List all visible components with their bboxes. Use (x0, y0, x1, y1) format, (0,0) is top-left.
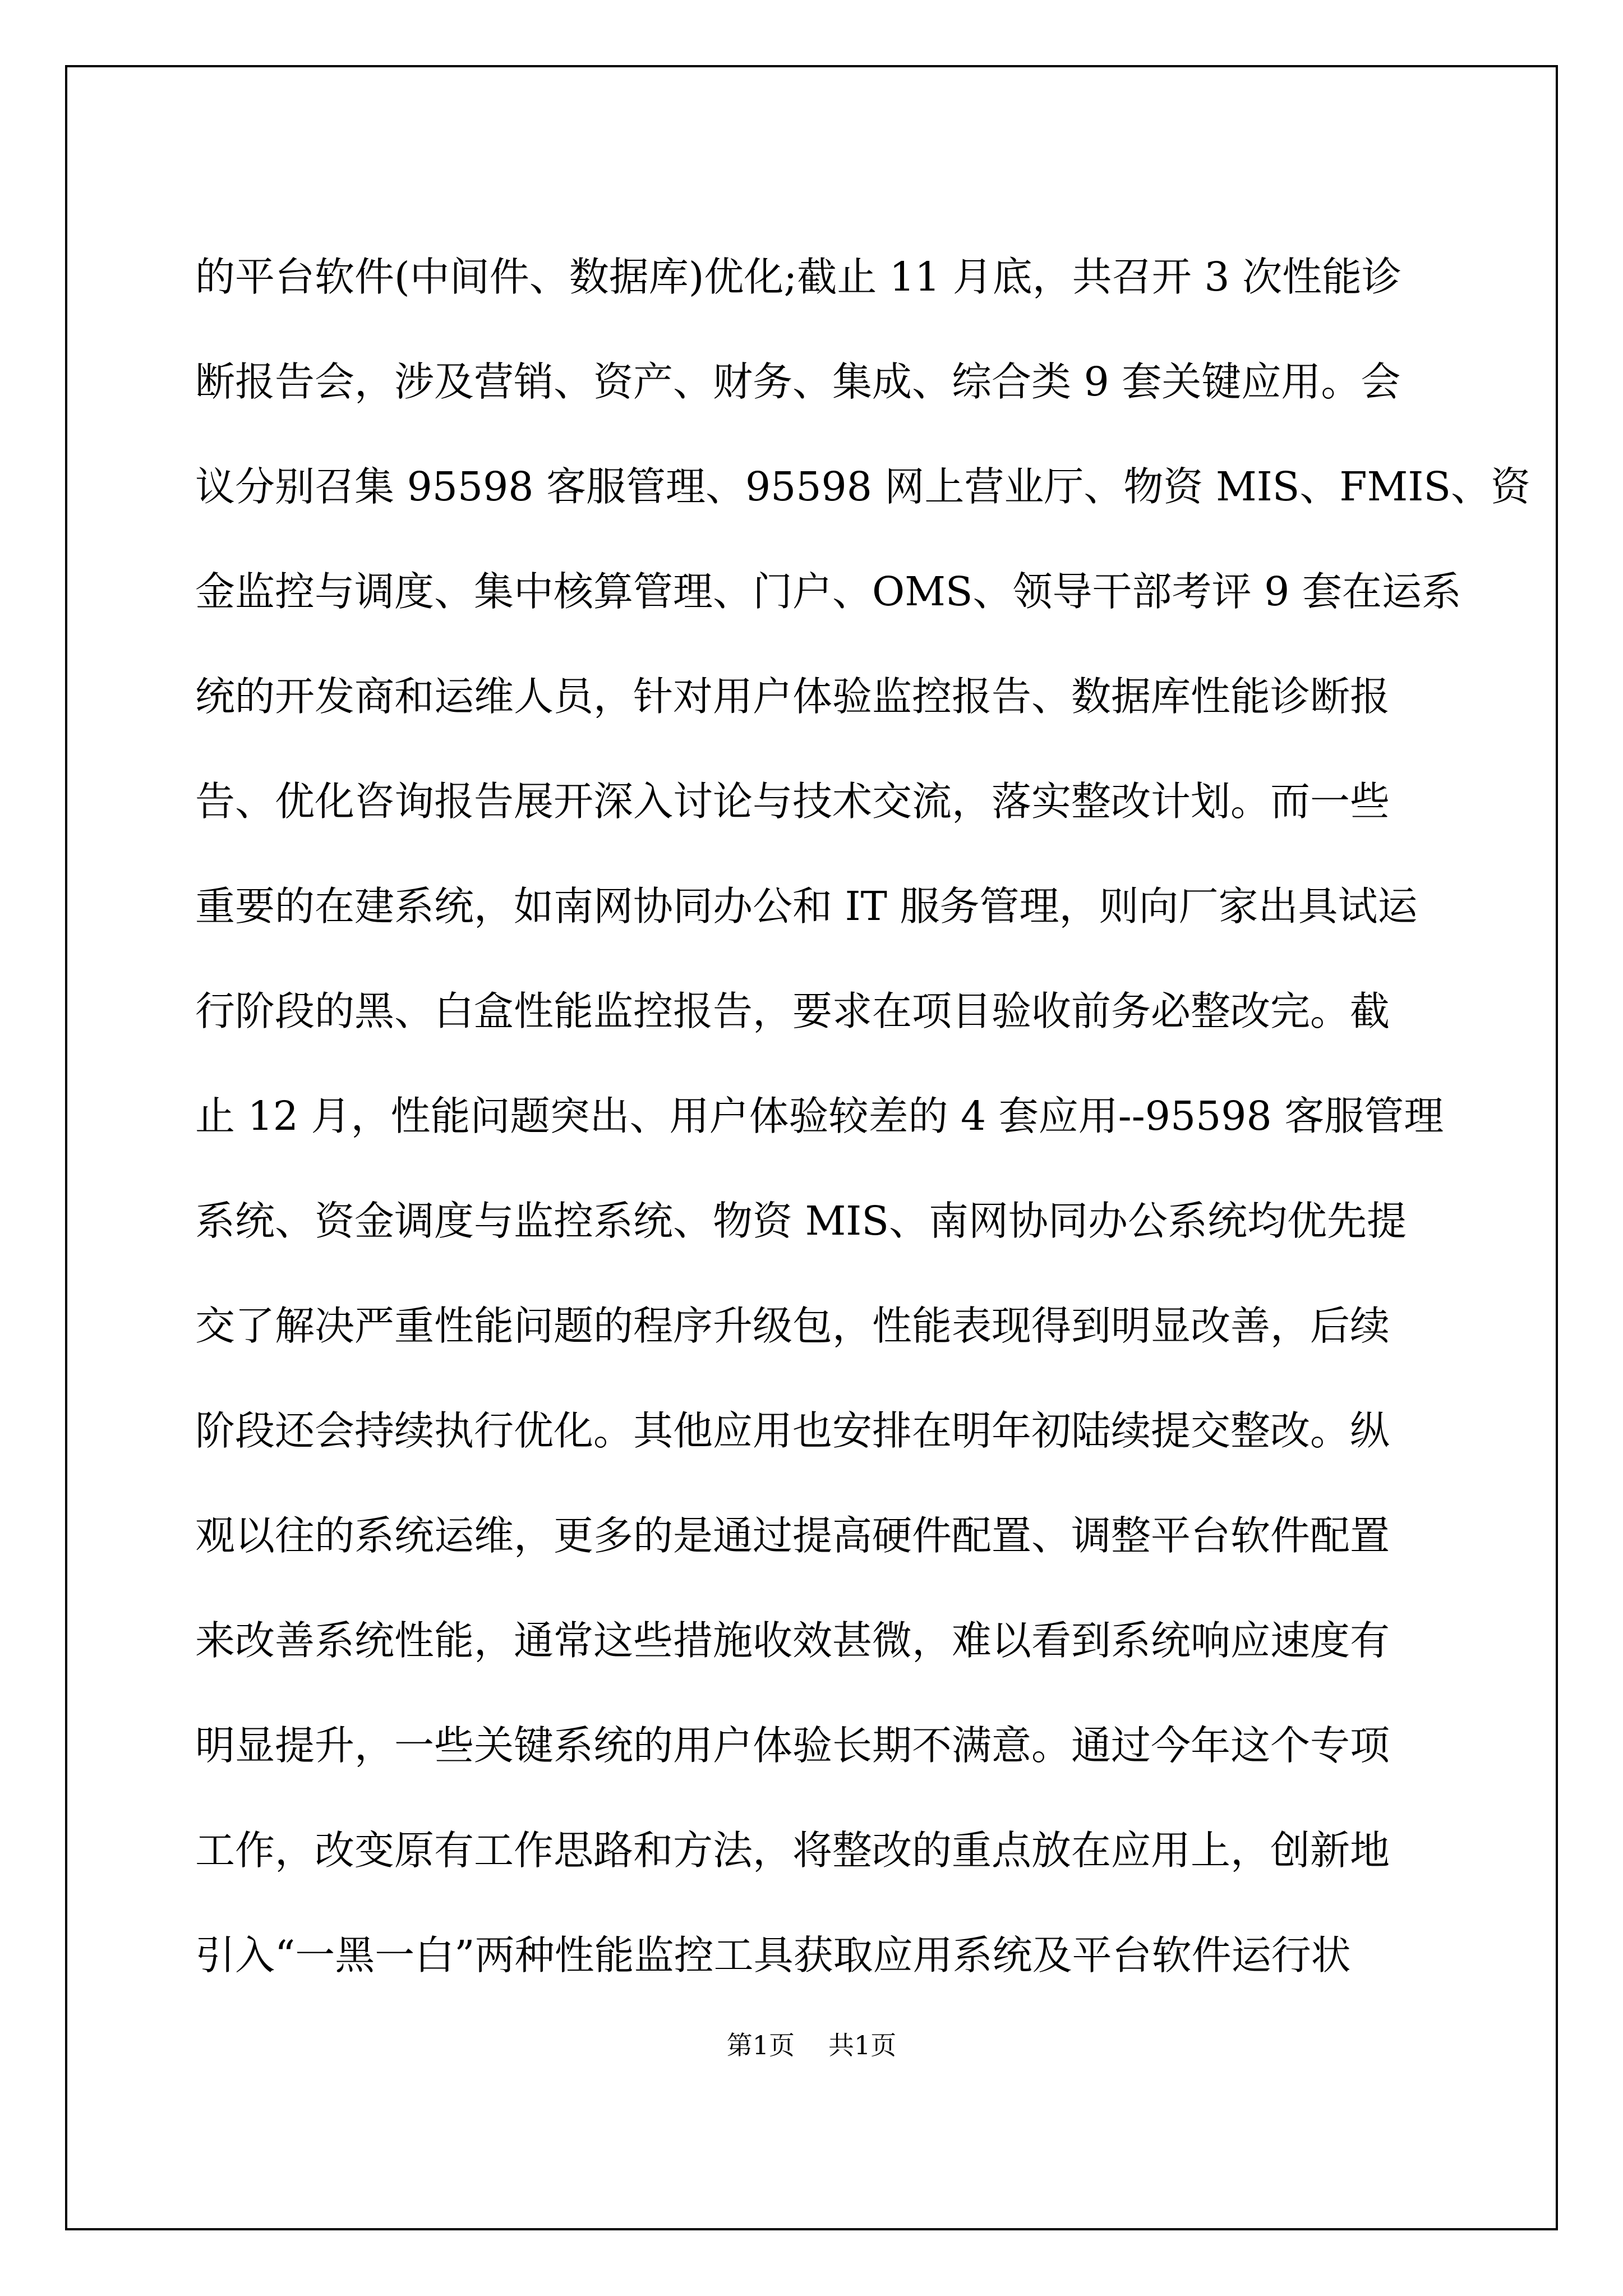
text-line: 系统、资金调度与监控系统、物资 MIS、南网协同办公系统均优先提 (195, 1198, 1407, 1244)
text-line: 金监控与调度、集中核算管理、门户、OMS、领导干部考评 9 套在运系 (195, 568, 1461, 615)
text-line: 明显提升，一些关键系统的用户体验长期不满意。通过今年这个专项 (195, 1722, 1390, 1769)
text-line: 断报告会，涉及营销、资产、财务、集成、综合类 9 套关键应用。会 (195, 358, 1401, 405)
text-line: 工作，改变原有工作思路和方法，将整改的重点放在应用上，创新地 (195, 1827, 1390, 1874)
text-line: 重要的在建系统，如南网协同办公和 IT 服务管理，则向厂家出具试运 (195, 883, 1418, 930)
page-total: 共1页 (828, 2030, 897, 2060)
page-number: 第1页 (726, 2030, 795, 2060)
text-line: 统的开发商和运维人员，针对用户体验监控报告、数据库性能诊断报 (195, 673, 1390, 720)
text-line: 来改善系统性能，通常这些措施收效甚微，难以看到系统响应速度有 (195, 1617, 1390, 1664)
text-line: 议分别召集 95598 客服管理、95598 网上营业厅、物资 MIS、FMIS、资 (195, 463, 1531, 510)
page-footer (0, 2025, 1623, 2062)
text-line: 阶段还会持续执行优化。其他应用也安排在明年初陆续提交整改。纵 (195, 1407, 1390, 1454)
text-line: 行阶段的黑、白盒性能监控报告，要求在项目验收前务必整改完。截 (195, 988, 1390, 1034)
text-line: 观以往的系统运维，更多的是通过提高硬件配置、调整平台软件配置 (195, 1512, 1390, 1559)
text-line: 的平台软件(中间件、数据库)优化;截止 11 月底，共召开 3 次性能诊 (195, 254, 1402, 300)
text-line: 止 12 月，性能问题突出、用户体验较差的 4 套应用--95598 客服管理 (195, 1093, 1444, 1139)
document-body (195, 224, 1531, 2008)
text-line: 告、优化咨询报告展开深入讨论与技术交流，落实整改计划。而一些 (195, 778, 1390, 825)
text-line: 交了解决严重性能问题的程序升级包，性能表现得到明显改善，后续 (195, 1303, 1390, 1349)
text-line: 引入“一黑一白”两种性能监控工具获取应用系统及平台软件运行状 (195, 1932, 1351, 1978)
